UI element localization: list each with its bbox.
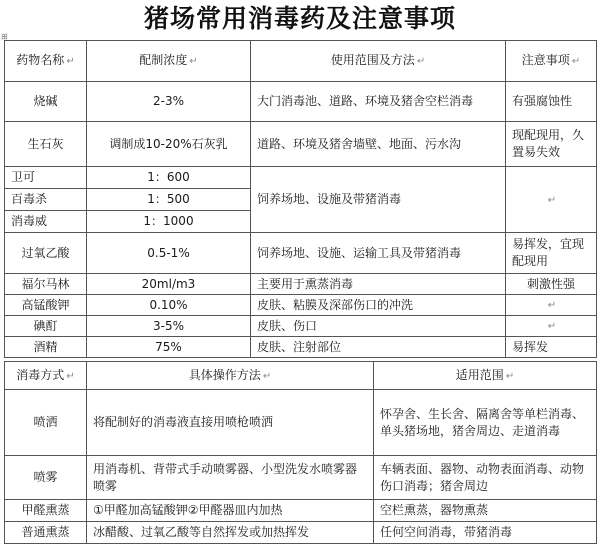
- drug-concentration: 75%: [87, 337, 251, 358]
- method-name: 甲醛熏蒸: [5, 500, 87, 522]
- drug-notes: 易挥发: [506, 337, 597, 358]
- drug-name: 碘酊: [5, 316, 87, 337]
- drug-concentration: 20ml/m3: [87, 274, 251, 295]
- header-drug-name: 药物名称 ↵: [5, 41, 87, 82]
- table-row: [5, 390, 597, 456]
- table-header-row: [5, 362, 597, 390]
- table-row: [5, 82, 597, 122]
- drug-concentration: 2-3%: [87, 82, 251, 122]
- table-row: [5, 522, 597, 544]
- table-row: [5, 233, 597, 274]
- method-name: 喷洒: [5, 390, 87, 456]
- drug-concentration: 0.5-1%: [87, 233, 251, 274]
- drug-notes: 易挥发，宜现配现用: [506, 233, 597, 274]
- drug-name: 生石灰: [5, 122, 87, 167]
- table-row: [5, 456, 597, 500]
- method-name: 喷雾: [5, 456, 87, 500]
- drug-concentration: 0.10%: [87, 295, 251, 316]
- header-method: 消毒方式 ↵: [5, 362, 87, 390]
- page-title: 猪场常用消毒药及注意事项: [143, 4, 456, 33]
- drug-table: [4, 40, 597, 358]
- drug-notes: ↵: [506, 295, 597, 316]
- drug-usage: 饲养场地、设施及带猪消毒: [251, 167, 506, 233]
- method-operation: 用消毒机、背带式手动喷雾器、小型洗发水喷雾器喷雾: [87, 456, 374, 500]
- drug-usage: 主要用于熏蒸消毒: [251, 274, 506, 295]
- table-header-row: [5, 41, 597, 82]
- table-row: [5, 500, 597, 522]
- table-row: [5, 337, 597, 358]
- drug-name: 过氧乙酸: [5, 233, 87, 274]
- header-usage: 使用范围及方法 ↵: [251, 41, 506, 82]
- header-operation: 具体操作方法 ↵: [87, 362, 374, 390]
- table-row: [5, 122, 597, 167]
- drug-concentration: 调制成10-20%石灰乳: [87, 122, 251, 167]
- drug-concentration: 3-5%: [87, 316, 251, 337]
- drug-name: 高锰酸钾: [5, 295, 87, 316]
- method-table: [4, 361, 597, 544]
- table-anchor-icon: ⊞: [1, 32, 8, 41]
- method-scope: 车辆表面、器物、动物表面消毒、动物伤口消毒；猪舍周边: [374, 456, 597, 500]
- drug-usage: 皮肤、伤口: [251, 316, 506, 337]
- drug-usage: 大门消毒池、道路、环境及猪舍空栏消毒: [251, 82, 506, 122]
- drug-usage: 饲养场地、设施、运输工具及带猪消毒: [251, 233, 506, 274]
- drug-name: 酒精: [5, 337, 87, 358]
- drug-usage: 道路、环境及猪舍墙壁、地面、污水沟: [251, 122, 506, 167]
- drug-notes: 刺激性强: [506, 274, 597, 295]
- drug-usage: 皮肤、粘膜及深部伤口的冲洗: [251, 295, 506, 316]
- drug-concentration: 1：600: [87, 167, 251, 189]
- method-scope: 任何空间消毒，带猪消毒: [374, 522, 597, 544]
- drug-name: 消毒威: [5, 211, 87, 233]
- method-scope: 空栏熏蒸，器物熏蒸: [374, 500, 597, 522]
- drug-name: 卫可: [5, 167, 87, 189]
- drug-name: 福尔马林: [5, 274, 87, 295]
- drug-name: 百毒杀: [5, 189, 87, 211]
- header-notes: 注意事项 ↵: [506, 41, 597, 82]
- method-scope: 怀孕舍、生长舍、隔离舍等单栏消毒、单头猪场地，猪舍周边、走道消毒: [374, 390, 597, 456]
- drug-notes: ↵: [506, 316, 597, 337]
- drug-concentration: 1：500: [87, 189, 251, 211]
- drug-notes: 现配现用，久置易失效: [506, 122, 597, 167]
- drug-concentration: 1：1000: [87, 211, 251, 233]
- header-concentration: 配制浓度 ↵: [87, 41, 251, 82]
- drug-name: 烧碱: [5, 82, 87, 122]
- table-row: [5, 316, 597, 337]
- drug-notes: ↵: [506, 167, 597, 233]
- header-scope: 适用范围 ↵: [374, 362, 597, 390]
- table-row: [5, 295, 597, 316]
- method-operation: 将配制好的消毒液直接用喷枪喷洒: [87, 390, 374, 456]
- table-row: [5, 274, 597, 295]
- method-operation: 冰醋酸、过氧乙酸等自然挥发或加热挥发: [87, 522, 374, 544]
- method-operation: ①甲醛加高锰酸钾②甲醛器皿内加热: [87, 500, 374, 522]
- drug-usage: 皮肤、注射部位: [251, 337, 506, 358]
- table-row: [5, 167, 597, 189]
- drug-notes: 有强腐蚀性: [506, 82, 597, 122]
- method-name: 普通熏蒸: [5, 522, 87, 544]
